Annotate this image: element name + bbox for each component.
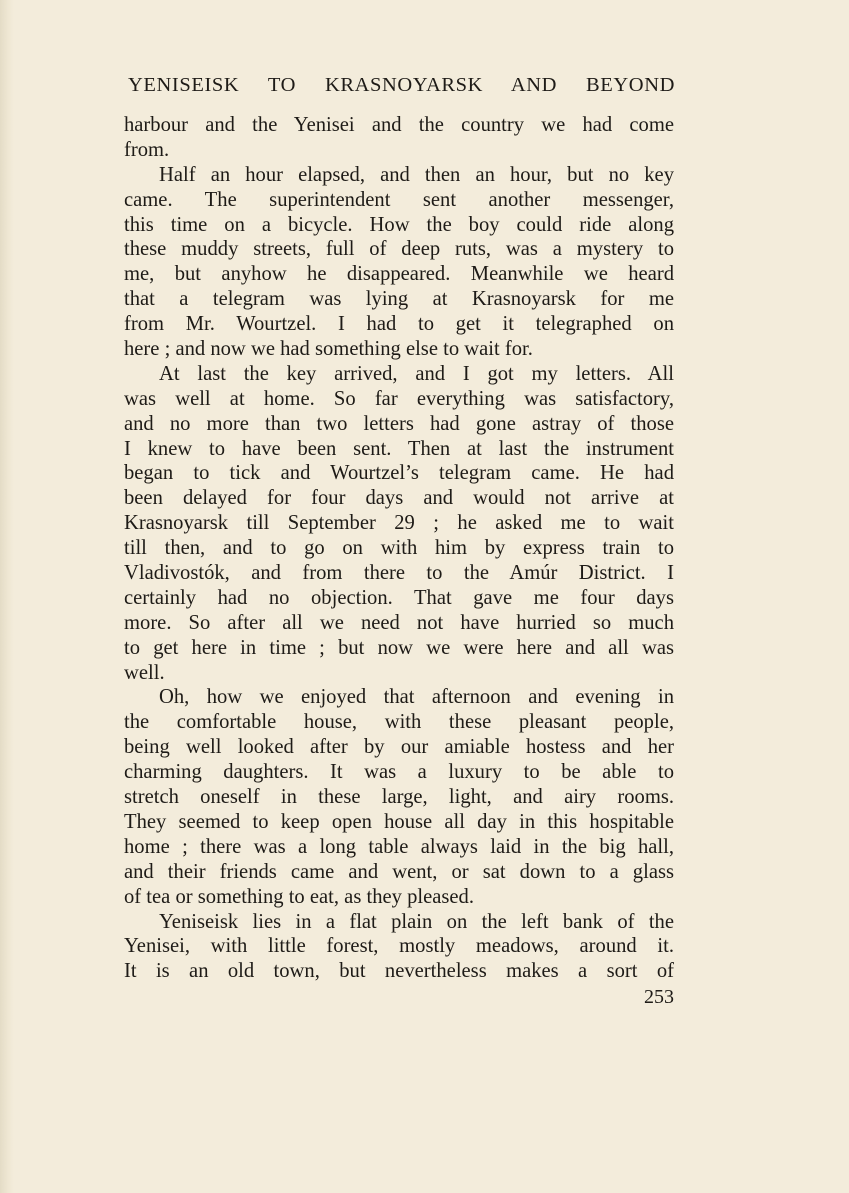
text-line: Oh, how we enjoyed that afternoon and evening in: [159, 686, 674, 709]
text-line: At last the key arrived, and I got my letters. All: [159, 362, 674, 385]
text-line: and their friends came and went, or sat down to a glass: [124, 860, 674, 883]
text-line: this time on a bicycle. How the boy could ride along: [124, 213, 674, 236]
text-line: charming daughters. It was a luxury to be able to: [124, 761, 674, 784]
binding-edge: [0, 0, 14, 1193]
text-line: harbour and the Yenisei and the country we had come: [124, 114, 674, 136]
text-line: here ; and now we had something else to wait for.: [124, 338, 533, 361]
text-line: home ; there was a long table always laid in the big hall,: [124, 835, 674, 858]
text-line: more. So after all we need not have hurried so much: [124, 611, 674, 634]
text-line: well.: [124, 661, 165, 684]
text-line: from.: [124, 138, 170, 161]
text-line: the comfortable house, with these pleasant people,: [124, 711, 674, 734]
text-line: been delayed for four days and would not arrive at: [124, 487, 674, 510]
text-line: till then, and to go on with him by express train to: [124, 537, 674, 560]
text-line: Yeniseisk lies in a flat plain on the left bank of the: [159, 910, 674, 933]
text-line: It is an old town, but nevertheless makes a sort of: [124, 960, 674, 983]
text-line: and no more than two letters had gone astray of those: [124, 412, 674, 435]
text-line: stretch oneself in these large, light, and airy rooms.: [124, 786, 674, 809]
text-line: Vladivostók, and from there to the Amúr District. I: [124, 562, 674, 585]
text-line: They seemed to keep open house all day in this hospitable: [124, 810, 674, 833]
text-line: that a telegram was lying at Krasnoyarsk for me: [124, 288, 674, 311]
running-head: YENISEISK TO KRASNOYARSK AND BEYOND: [128, 74, 675, 96]
text-line: being well looked after by our amiable hostess and her: [124, 736, 674, 759]
text-line: Yenisei, with little forest, mostly meadows, around it.: [124, 935, 674, 958]
text-line: came. The superintendent sent another messenger,: [124, 188, 674, 211]
text-line: Half an hour elapsed, and then an hour, but no key: [159, 163, 674, 186]
text-line: Krasnoyarsk till September 29 ; he asked me to wait: [124, 512, 674, 535]
text-line: to get here in time ; but now we were here and all was: [124, 636, 674, 659]
text-line: of tea or something to eat, as they pleased.: [124, 885, 474, 908]
text-line: began to tick and Wourtzel’s telegram came. He had: [124, 462, 674, 485]
page-number: 253: [644, 986, 674, 1008]
body-text: [124, 113, 674, 984]
text-line: me, but anyhow he disappeared. Meanwhile we heard: [124, 263, 674, 286]
text-line: I knew to have been sent. Then at last the instrument: [124, 437, 674, 460]
text-line: certainly had no objection. That gave me four days: [124, 586, 674, 609]
text-line: from Mr. Wourtzel. I had to get it telegraphed on: [124, 313, 674, 336]
text-line: was well at home. So far everything was satisfactory,: [124, 387, 674, 410]
text-line: these muddy streets, full of deep ruts, was a mystery to: [124, 238, 674, 261]
